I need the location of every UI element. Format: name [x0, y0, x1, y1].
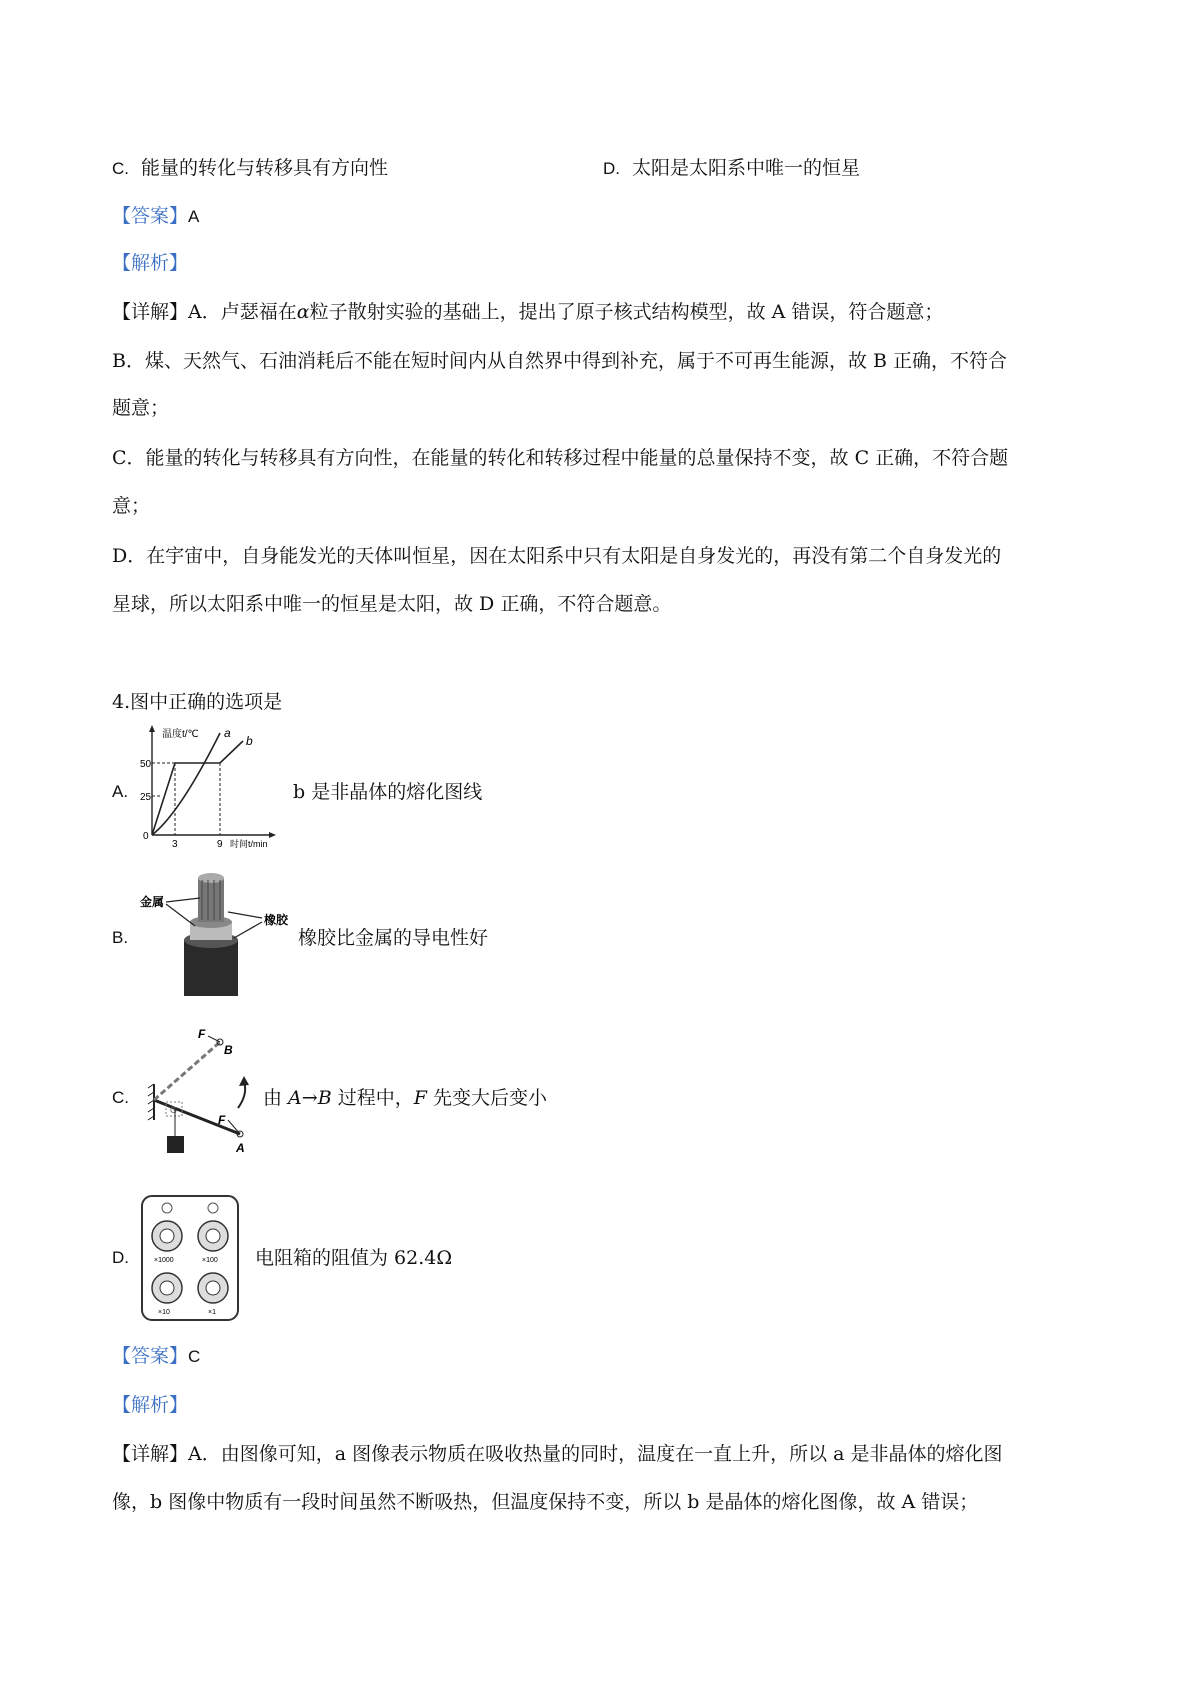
- q4-option-d-label: D.: [112, 1248, 129, 1267]
- c-text-mid: 过程中，: [331, 1087, 414, 1109]
- c-force-f: F: [413, 1087, 427, 1109]
- option-label: C.: [112, 159, 129, 178]
- answer-value: C: [188, 1347, 201, 1366]
- rubber-label: 橡胶: [264, 913, 289, 927]
- answer-value: A: [188, 207, 200, 226]
- lever-bar-high: [154, 1042, 220, 1100]
- q4-detail-line2: 像，b 图像中物质有一段时间虽然不断吸热，但温度保持不变，所以 b 是晶体的熔化图像，故 A 错误；: [112, 1491, 979, 1513]
- option-text: 能量的转化与转移具有方向性: [141, 157, 389, 179]
- q4-option-a-label: A.: [112, 782, 129, 801]
- alpha-symbol: α: [296, 301, 310, 323]
- q3-analysis-tag: 【解析】: [112, 252, 189, 274]
- point-label-b: B: [224, 1043, 233, 1057]
- point-label-a: A: [236, 1141, 245, 1155]
- melting-graph: [140, 723, 280, 848]
- q4-analysis-tag: 【解析】: [112, 1394, 189, 1416]
- force-label-top: F: [198, 1028, 206, 1041]
- dial-multiplier-1: ×1: [208, 1309, 216, 1316]
- q4-option-d-text: 电阻箱的阻值为 62.4Ω: [255, 1247, 453, 1269]
- q3-option-d: [603, 156, 860, 181]
- detail-a-prefix: 【详解】A．卢瑟福在: [112, 301, 297, 323]
- y-tick-50: 50: [140, 759, 152, 770]
- x-tick-9: 9: [217, 839, 223, 848]
- lever-bar-low: [154, 1100, 240, 1134]
- y-axis-label: 温度t/℃: [162, 729, 199, 740]
- x-tick-3: 3: [172, 839, 178, 848]
- q3-detail-b-line1: B．煤、天然气、石油消耗后不能在短时间内从自然界中得到补充，属于不可再生能源，故 B 正确，不符合: [112, 350, 1008, 372]
- y-tick-25: 25: [140, 792, 152, 803]
- answer-tag: 【答案】: [112, 205, 189, 227]
- curve-a-label: a: [224, 726, 231, 740]
- x-axis-label: 时间t/min: [230, 839, 268, 848]
- q4-option-c-text: [263, 1086, 547, 1110]
- c-text-pre: 由: [263, 1087, 289, 1109]
- y-tick-0: 0: [143, 831, 149, 842]
- c-arrow: →: [301, 1087, 318, 1109]
- q3-detail-b-line2: 题意；: [112, 397, 170, 419]
- option-text: 太阳是太阳系中唯一的恒星: [632, 157, 861, 179]
- q3-detail-d-line1: D．在宇宙中，自身能发光的天体叫恒星，因在太阳系中只有太阳是自身发光的，再没有第二个自身发光的: [112, 545, 1002, 567]
- q4-option-b-text: 橡胶比金属的导电性好: [298, 927, 489, 949]
- q3-detail-d-line2: 星球，所以太阳系中唯一的恒星是太阳，故 D 正确，不符合题意。: [112, 593, 672, 615]
- dial-multiplier-10: ×10: [158, 1309, 170, 1316]
- answer-tag: 【答案】: [112, 1345, 189, 1367]
- option-label: D.: [603, 159, 620, 178]
- curve-a: [152, 733, 220, 835]
- q3-detail-c-line1: C．能量的转化与转移具有方向性，在能量的转化和转移过程中能量的总量保持不变，故 C 正确，不符合题: [112, 447, 1009, 469]
- q3-detail-c-line2: 意；: [112, 495, 151, 517]
- q3-option-c: [112, 156, 388, 181]
- curve-b-label: b: [246, 734, 253, 748]
- q3-answer: [112, 204, 199, 229]
- q3-detail-a: [112, 300, 943, 324]
- q4-detail-line1: 【详解】A．由图像可知，a 图像表示物质在吸收热量的同时，温度在一直上升，所以 a 是非晶体的熔化图: [112, 1443, 1003, 1465]
- q4-option-c-label: C.: [112, 1088, 129, 1107]
- metal-label: 金属: [140, 895, 165, 909]
- c-point-b: B: [317, 1087, 332, 1109]
- dial-multiplier-100: ×100: [202, 1257, 218, 1264]
- cable-figure: [140, 870, 300, 998]
- q4-stem: 4.图中正确的选项是: [112, 691, 283, 713]
- c-text-post: 先变大后变小: [426, 1087, 547, 1109]
- q4-option-b-label: B.: [112, 928, 129, 947]
- c-point-a: A: [288, 1087, 302, 1109]
- resistance-box-figure: [140, 1194, 242, 1324]
- detail-a-rest: 粒子散射实验的基础上，提出了原子核式结构模型，故 A 错误，符合题意；: [309, 301, 944, 323]
- q4-option-a-text: b 是非晶体的熔化图线: [293, 781, 483, 803]
- q4-answer: [112, 1344, 200, 1369]
- force-label-bottom: F: [218, 1113, 226, 1127]
- lever-figure: [140, 1028, 260, 1158]
- weight-label-g: G: [170, 1105, 178, 1115]
- dial-multiplier-1000: ×1000: [154, 1257, 174, 1264]
